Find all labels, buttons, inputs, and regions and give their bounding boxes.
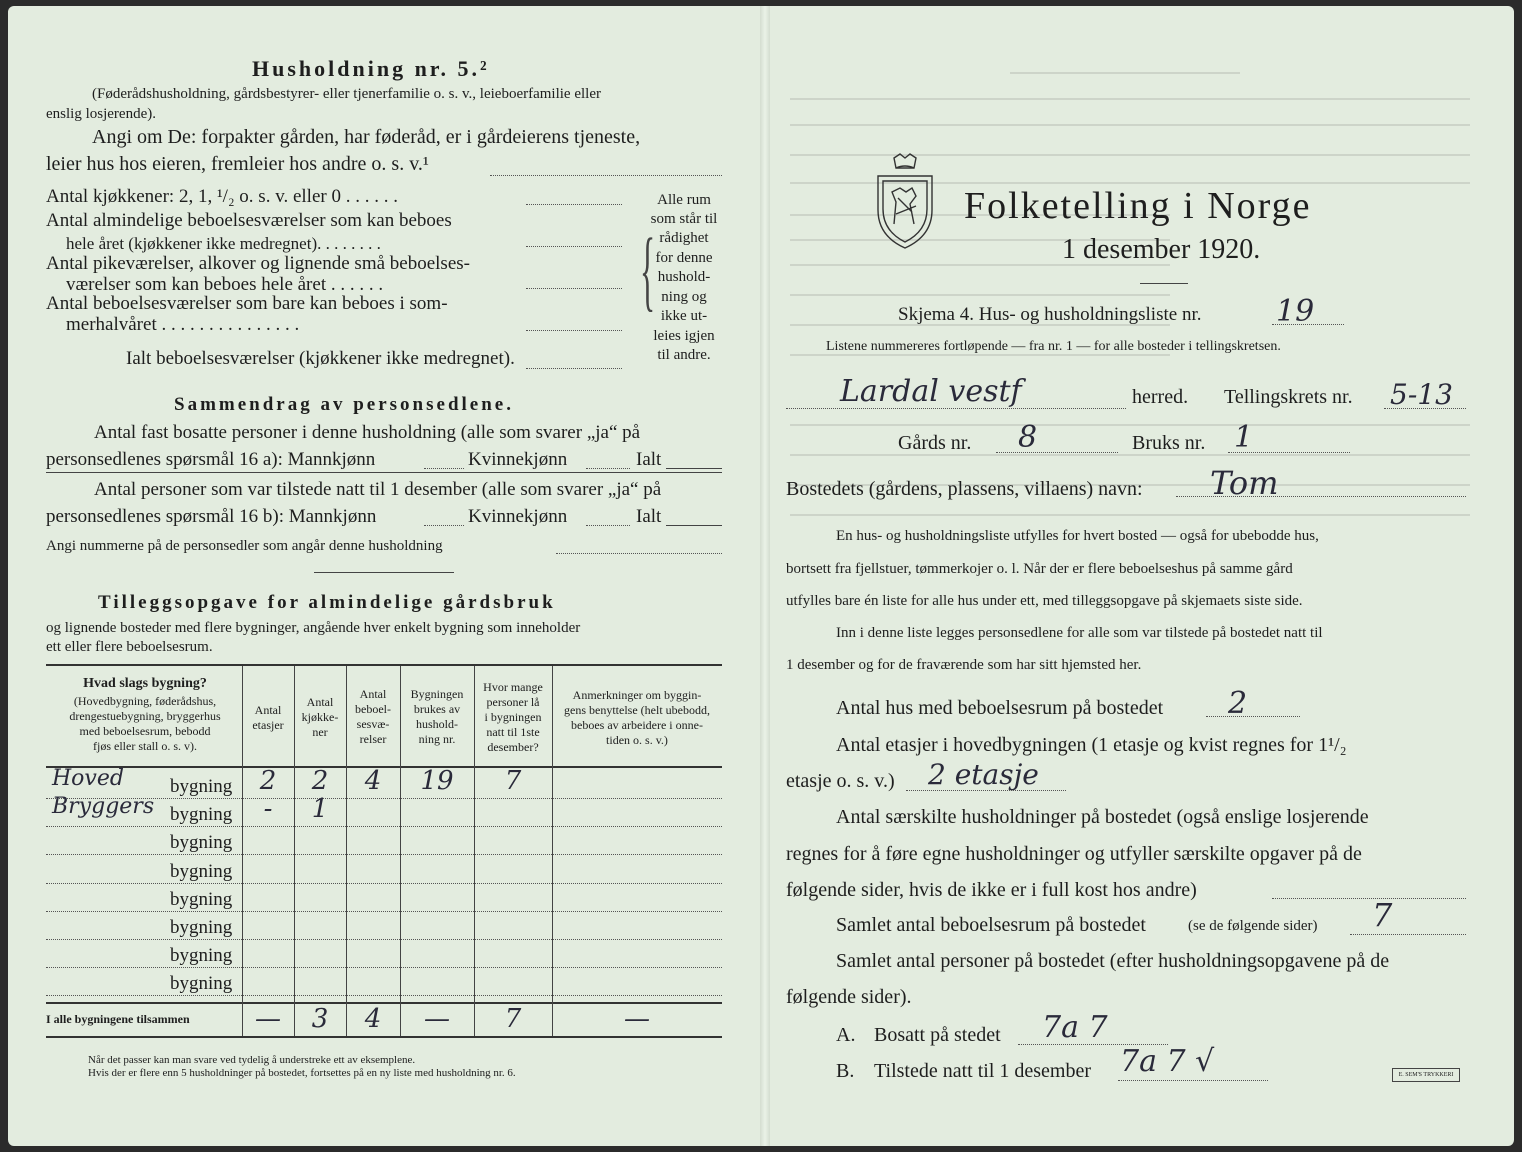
summary-ialt-1: Ialt: [636, 449, 662, 470]
schema-label: Skjema 4. Hus- og husholdningsliste nr.: [898, 304, 1202, 325]
bruks-value: 1: [1234, 420, 1254, 455]
ask-line-2: leier hus hos eieren, fremleier hos andre o. s. v.¹: [46, 153, 429, 175]
rooms-line-5: værelser som kan beboes hele året . . . . . .: [66, 274, 384, 295]
total-vaerelser: 4: [364, 1004, 382, 1034]
a-text: Bosatt på stedet: [874, 1024, 1001, 1046]
building-label: bygning: [170, 973, 233, 995]
building-label: bygning: [170, 888, 233, 910]
total-label: I alle bygningene tilsammen: [46, 1012, 190, 1026]
instr-line-2: bortsett fra fjellstuer, tømmerkojer o. l. Når der er flere beboelseshus på samme gård: [786, 561, 1293, 577]
summary-line-3: Antal personer som var tilstede natt til 1 desember (alle som svarer „ja“ på: [94, 479, 662, 500]
krets-value: 5-13: [1390, 378, 1453, 411]
footnote-1: Når det passer kan man svare ved tydelig å understreke ett av eksemplene.: [88, 1054, 416, 1066]
intro-line-1: (Føderådshusholdning, gårdsbestyrer- eller tjenerfamilie o. s. v., leieboerfamilie eller: [92, 86, 601, 102]
bruks-label: Bruks nr.: [1132, 432, 1206, 454]
q-etasjer-1: Antal etasjer i hovedbygningen (1 etasje og kvist regnes for 1¹/₂: [836, 734, 1347, 756]
q-hus: Antal hus med beboelsesrum på bostedet: [836, 697, 1164, 719]
supplement-line-1: og lignende bosteder med flere bygninger, angående hver enkelt bygning som inneholder: [46, 620, 581, 636]
q-etasjer-value: 2 etasje: [928, 758, 1039, 791]
page-fold: [760, 6, 770, 1146]
schema-number: 19: [1276, 294, 1315, 329]
row-divider: [46, 911, 722, 912]
building-name-handwritten: Bryggers: [52, 794, 155, 820]
supplement-title: Tilleggsopgave for almindelige gårdsbruk: [98, 592, 556, 613]
row-divider: [46, 939, 722, 940]
a-value: 7a 7: [1042, 1010, 1108, 1045]
cell-etasjer: -: [263, 794, 273, 825]
rooms-line-6: Antal beboelsesværelser som bare kan beboes i som-: [46, 293, 448, 314]
ask-line-1: Angi om De: forpakter gården, har føderåd, er i gårdeierens tjeneste,: [92, 126, 641, 148]
row-divider: [46, 854, 722, 855]
coat-of-arms-icon: [872, 152, 938, 252]
building-label: bygning: [170, 832, 233, 854]
q-pers-2: følgende sider).: [786, 986, 912, 1008]
q-hush-3: følgende sider, hvis de ikke er i full kost hos andre): [786, 879, 1197, 901]
summary-line-1: Antal fast bosatte personer i denne husholdning (alle som svarer „ja“ på: [94, 422, 641, 443]
cell-vaerelser: 4: [364, 766, 382, 796]
rooms-line-2: Antal almindelige beboelsesværelser som kan beboes: [46, 210, 452, 231]
total-etasjer: —: [255, 1004, 281, 1034]
q-hush-2: regnes for å føre egne husholdninger og utfyller særskilte opgaver på de: [786, 843, 1362, 865]
q-hush-1: Antal særskilte husholdninger på bostedet (også enslige losjerende: [836, 806, 1369, 828]
building-label: bygning: [170, 860, 233, 882]
building-name-handwritten: Hoved: [52, 766, 124, 791]
cell-personer: 7: [504, 766, 522, 796]
a-label: A.: [836, 1024, 856, 1046]
rooms-total: Ialt beboelsesværelser (kjøkkener ikke medregnet).: [126, 348, 515, 369]
gards-label: Gårds nr.: [898, 432, 972, 454]
row-divider: [46, 883, 722, 884]
total-husholdning: —: [424, 1004, 450, 1034]
summary-kvinne-1: Kvinnekjønn: [468, 449, 568, 470]
printer-stamp: E. SEM'S TRYKKERI: [1392, 1068, 1460, 1082]
summary-ialt-2: Ialt: [636, 506, 662, 527]
bosted-value: Tom: [1210, 464, 1279, 502]
herred-label: herred.: [1132, 386, 1189, 408]
row-divider: [46, 967, 722, 968]
rooms-line-4: Antal pikeværelser, alkover og lignende små beboelses-: [46, 253, 470, 274]
building-label: bygning: [170, 804, 233, 826]
b-value: 7a 7 √: [1120, 1044, 1215, 1079]
gards-value: 8: [1018, 420, 1038, 455]
cell-etasjer: 2: [259, 766, 277, 796]
q-hus-value: 2: [1228, 686, 1248, 721]
herred-value: Lardal vestf: [840, 374, 1022, 409]
rooms-line-1: Antal kjøkkener: 2, 1, ¹/₂ o. s. v. eller 0 . . . . . .: [46, 186, 398, 207]
census-title: Folketelling i Norge: [964, 185, 1312, 227]
bosted-label: Bostedets (gårdens, plassens, villaens) navn:: [786, 478, 1143, 500]
instr-line-3: utfylles bare én liste for alle hus under ett, med tilleggsopgave på skjemaets siste side.: [786, 593, 1303, 609]
q-rum: Samlet antal beboelsesrum på bostedet: [836, 914, 1146, 936]
footnote-2: Hvis der er flere enn 5 husholdninger på bostedet, fortsettes på en ny liste med husholdning nr. 6.: [88, 1067, 516, 1079]
total-kjokkener: 3: [311, 1004, 329, 1034]
q-pers-1: Samlet antal personer på bostedet (efter husholdningsopgavene på de: [836, 950, 1390, 972]
total-personer: 7: [504, 1004, 522, 1034]
row-divider: [46, 826, 722, 827]
rooms-line-3: hele året (kjøkkener ikke medregnet). . . . . . . .: [66, 234, 381, 253]
supplement-line-2: ett eller flere beboelsesrum.: [46, 639, 213, 655]
cell-kjokkener: 1: [311, 794, 329, 825]
building-label: bygning: [170, 776, 233, 797]
b-label: B.: [836, 1060, 855, 1082]
summary-line-2: personsedlenes spørsmål 16 a): Mannkjønn: [46, 449, 376, 470]
summary-line-5: Angi nummerne på de personsedler som angår denne husholdning: [46, 538, 443, 554]
q-rum-note: (se de følgende sider): [1188, 918, 1318, 934]
b-text: Tilstede natt til 1 desember: [874, 1060, 1092, 1082]
summary-kvinne-2: Kvinnekjønn: [468, 506, 568, 527]
cell-husholdning: 19: [420, 766, 454, 796]
building-label: bygning: [170, 917, 233, 938]
summary-line-4: personsedlenes spørsmål 16 b): Mannkjønn: [46, 506, 377, 527]
row-divider: [46, 995, 722, 996]
instr-line-1: En hus- og husholdningsliste utfylles for hvert bosted — også for ubebodde hus,: [836, 528, 1319, 544]
census-date: 1 desember 1920.: [1062, 234, 1261, 265]
household-title: Husholdning nr. 5.²: [252, 56, 490, 81]
total-anm: —: [624, 1004, 650, 1034]
q-etasjer-2: etasje o. s. v.): [786, 770, 895, 792]
summary-title: Sammendrag av personsedlene.: [174, 394, 514, 415]
cell-kjokkener: 2: [311, 766, 329, 796]
building-label: bygning: [170, 945, 233, 967]
krets-label: Tellingskrets nr.: [1224, 386, 1353, 408]
numbering-note: Listene nummereres fortløpende — fra nr. 1 — for alle bosteder i tellingskretsen.: [826, 339, 1281, 354]
brace: {: [640, 221, 656, 320]
rooms-line-7: merhalvåret . . . . . . . . . . . . . . .: [66, 314, 300, 335]
intro-line-2: enslig losjerende).: [46, 106, 156, 122]
q-rum-value: 7: [1372, 896, 1393, 934]
instr-line-4: Inn i denne liste legges personsedlene for alle som var tilstede på bostedet natt til: [836, 625, 1323, 641]
instr-line-5: 1 desember og for de fraværende som har sitt hjemsted her.: [786, 657, 1142, 673]
